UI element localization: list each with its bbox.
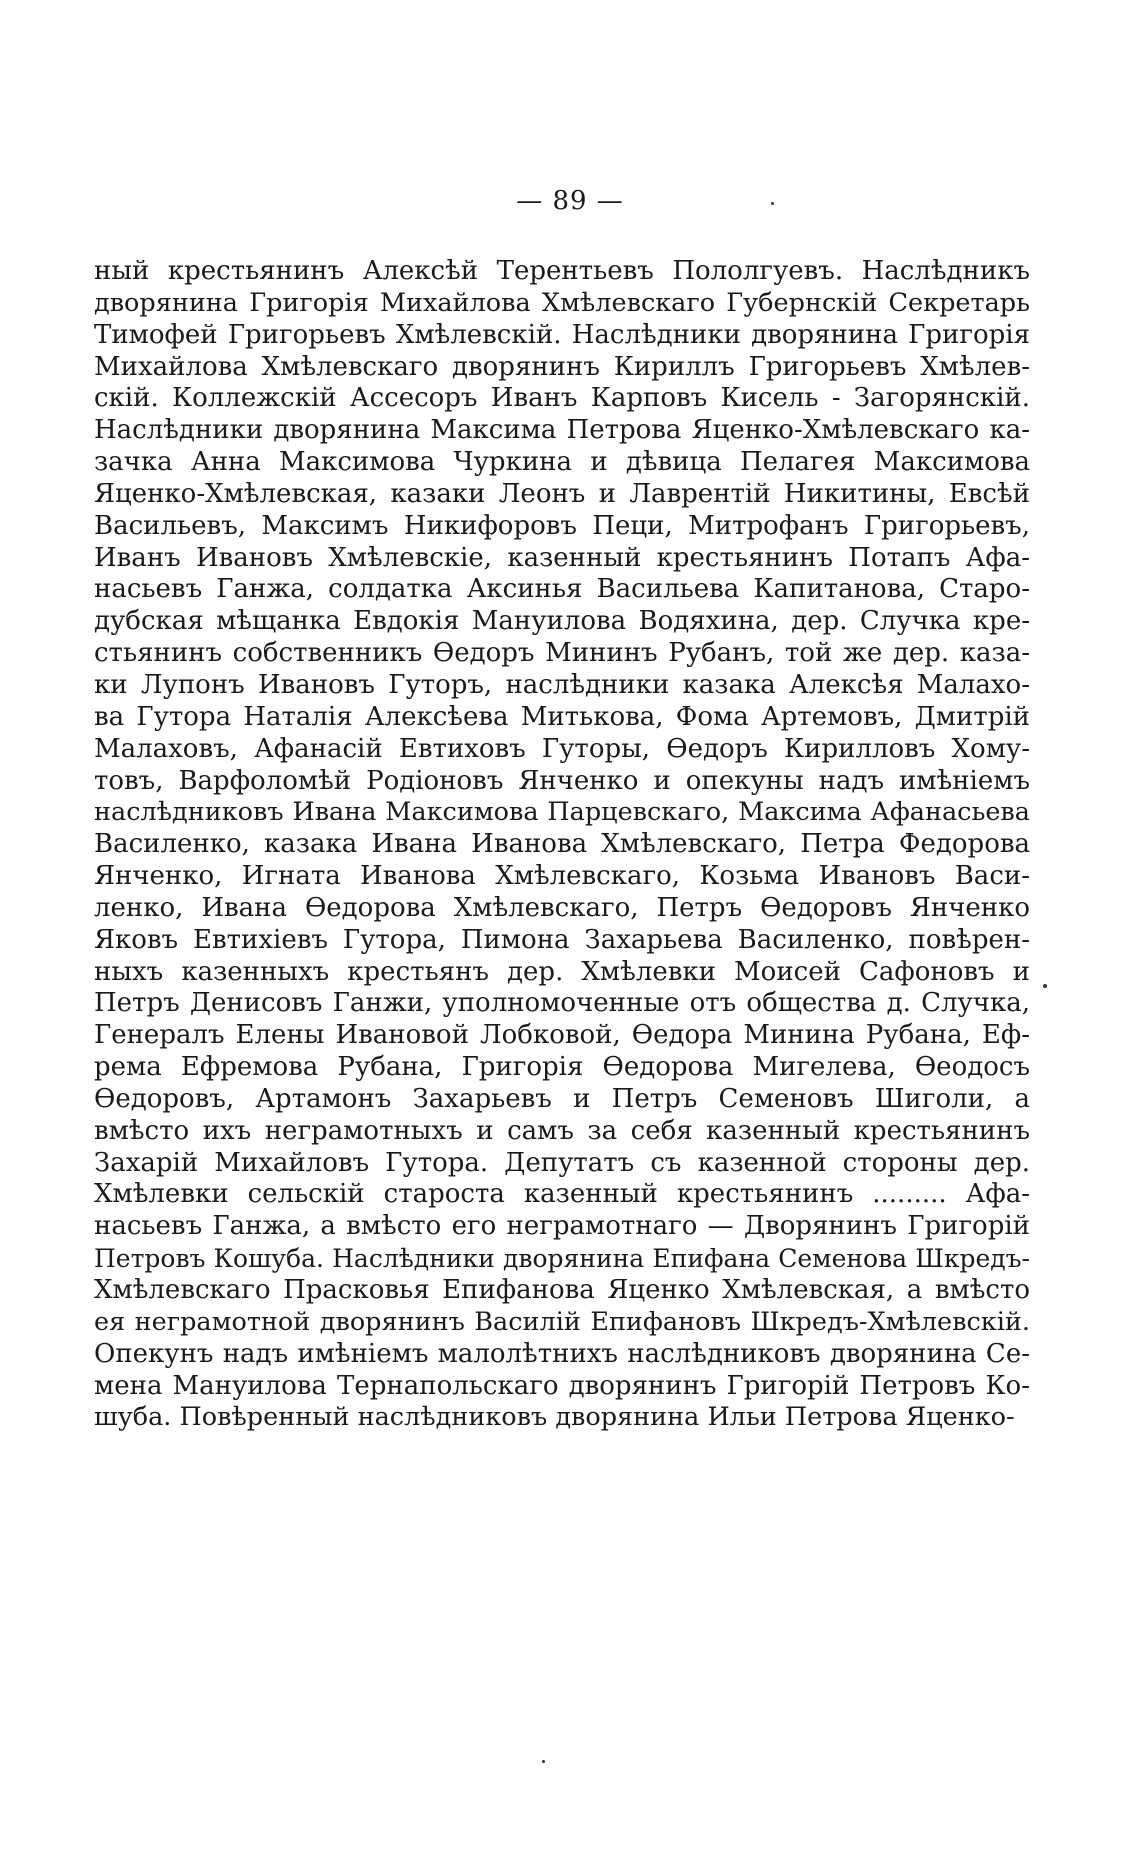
text-line: Хмѣлевскаго Прасковья Епифанова Яценко Хмѣлевская, а вмѣсто [94, 1275, 1030, 1305]
print-speck [771, 202, 774, 205]
text-line: Петръ Денисовъ Ганжи, уполномоченные отъ общества д. Случка, [94, 988, 1030, 1019]
text-line: ки Лупонъ Ивановъ Гуторъ, наслѣдники казака Алексѣя Малахо- [94, 669, 1030, 700]
text-line: ленко, Ивана Ѳедорова Хмѣлевскаго, Петръ Ѳедоровъ Янченко [94, 892, 1030, 923]
text-line: дворянина Григорія Михайлова Хмѣлевскаго Губернскій Секретарь [94, 287, 1030, 318]
text-line: Василенко, казака Ивана Иванова Хмѣлевскаго, Петра Федорова [94, 829, 1030, 860]
text-line: Янченко, Игната Иванова Хмѣлевскаго, Козьма Ивановъ Васи- [94, 861, 1030, 892]
text-line: шуба. Повѣренный наслѣдниковъ дворянина Ильи Петрова Яценко- [94, 1402, 1015, 1433]
text-line: Опекунъ надъ имѣніемъ малолѣтнихъ наслѣдниковъ дворянина Се- [94, 1338, 1030, 1369]
text-line: Петровъ Кошуба. Наслѣдники дворянина Епифана Семенова Шкредъ- [94, 1244, 1030, 1274]
text-line: Ѳедоровъ, Артамонъ Захарьевъ и Петръ Семеновъ Шиголи, а [94, 1083, 1030, 1114]
body-text [94, 256, 1030, 1434]
text-line: Малаховъ, Афанасій Евтиховъ Гуторы, Ѳедоръ Кирилловъ Хому- [94, 733, 1030, 764]
text-line: Тимофей Григорьевъ Хмѣлевскій. Наслѣдники дворянина Григорія [94, 319, 1030, 350]
text-line: товъ, Варфоломѣй Родіоновъ Янченко и опекуны надъ имѣніемъ [94, 765, 1030, 796]
text-line: ный крестьянинъ Алексѣй Терентьевъ Пололгуевъ. Наслѣдникъ [94, 256, 1030, 286]
text-line: Хмѣлевки сельскій староста казенный крестьянинъ ......... Афа- [94, 1179, 1030, 1210]
text-line: насьевъ Ганжа, солдатка Аксинья Васильева Капитанова, Старо- [94, 574, 1030, 605]
text-line: ныхъ казенныхъ крестьянъ дер. Хмѣлевки Моисей Сафоновъ и [94, 956, 1030, 987]
text-line: ея неграмотной дворянинъ Василій Епифановъ Шкредъ-Хмѣлевскій. [94, 1306, 1030, 1337]
text-line: Яценко-Хмѣлевская, казаки Леонъ и Лаврентій Никитины, Евсѣй [94, 478, 1030, 509]
text-line: наслѣдниковъ Ивана Максимова Парцевскаго, Максима Афанасьева [94, 797, 1030, 828]
text-line: Генералъ Елены Ивановой Лобковой, Ѳедора Минина Рубана, Еф- [94, 1020, 1030, 1051]
text-line: Васильевъ, Максимъ Никифоровъ Пеци, Митрофанъ Григорьевъ, [94, 510, 1030, 541]
print-speck [542, 1760, 545, 1763]
text-line: ва Гутора Наталія Алексѣева Митькова, Фома Артемовъ, Дмитрій [94, 701, 1030, 732]
text-line: Яковъ Евтихіевъ Гутора, Пимона Захарьева Василенко, повѣрен- [94, 924, 1030, 955]
page-number: — 89 — [516, 186, 624, 216]
text-line: дубская мѣщанка Евдокія Мануилова Водяхина, дер. Случка кре- [94, 606, 1030, 637]
text-line: Иванъ Ивановъ Хмѣлевскіе, казенный крестьянинъ Потапъ Афа- [94, 542, 1030, 573]
text-line: Захарій Михайловъ Гутора. Депутатъ съ казенной стороны дер. [94, 1147, 1030, 1178]
text-line: мена Мануилова Тернапольскаго дворянинъ Григорій Петровъ Ко- [94, 1370, 1030, 1401]
text-line: рема Ефремова Рубана, Григорія Ѳедорова Мигелева, Ѳеодосъ [94, 1052, 1030, 1083]
print-speck [1043, 984, 1047, 988]
text-line: зачка Анна Максимова Чуркина и дѣвица Пелагея Максимова [94, 447, 1030, 478]
text-line: вмѣсто ихъ неграмотныхъ и самъ за себя казенный крестьянинъ [94, 1115, 1030, 1146]
text-line: насьевъ Ганжа, а вмѣсто его неграмотнаго — Дворянинъ Григорій [94, 1211, 1030, 1242]
text-line: скій. Коллежскій Ассесоръ Иванъ Карповъ Кисель - Загорянскій. [94, 383, 1030, 414]
text-line: Наслѣдники дворянина Максима Петрова Яценко-Хмѣлевскаго ка- [94, 415, 1030, 446]
text-line: стьянинъ собственникъ Ѳедоръ Мининъ Рубанъ, той же дер. каза- [94, 638, 1030, 669]
text-line: Михайлова Хмѣлевскаго дворянинъ Кириллъ Григорьевъ Хмѣлев- [94, 351, 1030, 382]
